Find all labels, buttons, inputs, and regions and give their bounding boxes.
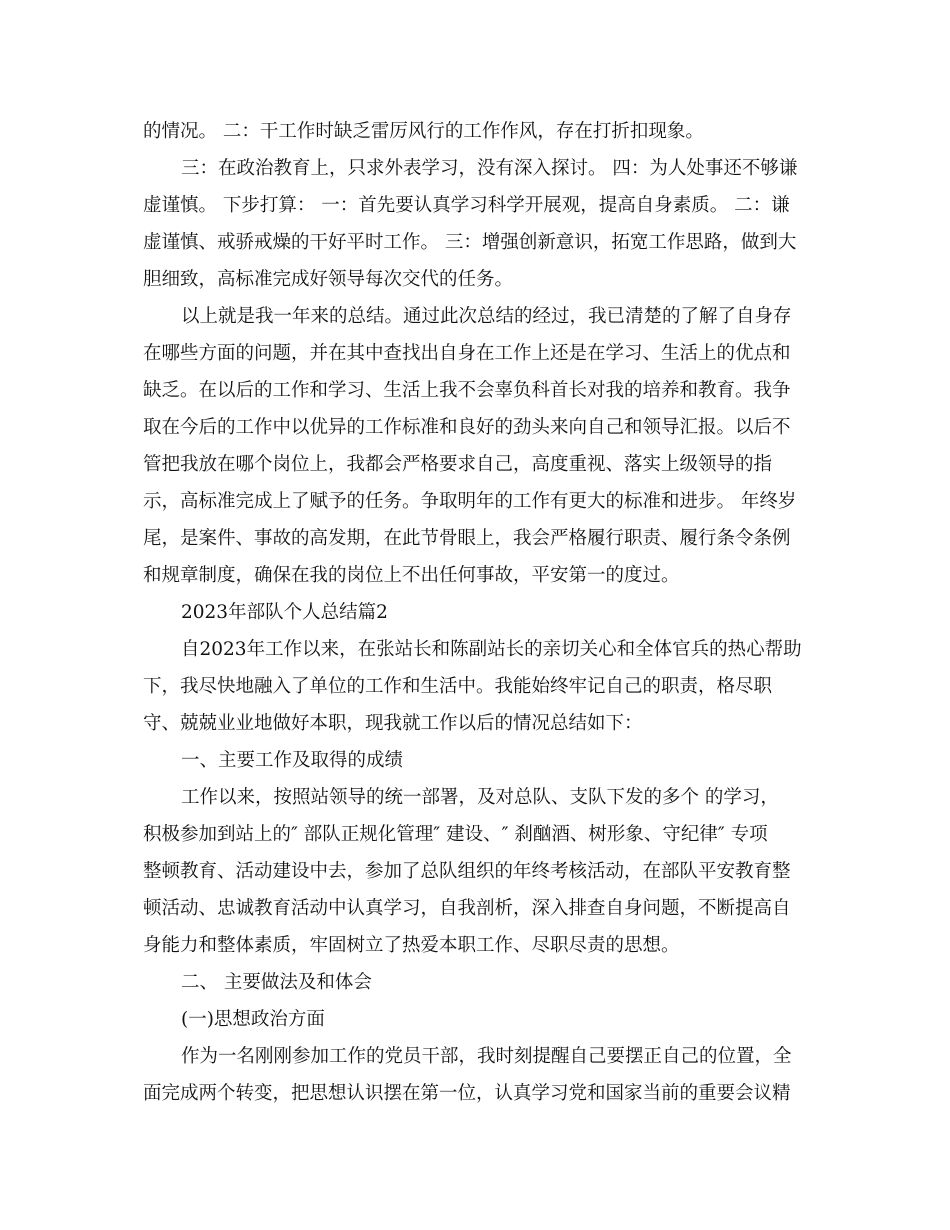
text-line: 积极参加到站上的″ 部队正规化管理″ 建设、″ 刹酗酒、树形象、守纪律″ 专项 [143, 824, 768, 845]
section-heading: 一、主要工作及取得的成绩 [181, 750, 404, 771]
text-line: 守、兢兢业业地做好本职，现我就工作以后的情况总结如下： [143, 713, 643, 734]
text-line: 虚谨慎、戒骄戒燥的干好平时工作。 三：增强创新意识，拓宽工作思路，做到大 [143, 232, 797, 253]
text-line: 在哪些方面的问题，并在其中查找出自身在工作上还是在学习、生活上的优点和 [143, 343, 791, 364]
text-line: 取在今后的工作中以优异的工作标准和良好的劲头来向自己和领导汇报。以后不 [143, 417, 791, 438]
text-line: 示，高标准完成上了赋予的任务。争取明年的工作有更大的标准和进步。 年终岁 [143, 491, 797, 512]
section-heading: 二、 主要做法及和体会 [181, 972, 372, 993]
text-line: 整顿教育、活动建设中去，参加了总队组织的年终考核活动，在部队平安教育整 [143, 861, 791, 882]
text-line: 工作以来，按照站领导的统一部署，及对总队、支队下发的多个 的学习， [181, 787, 779, 808]
text-line: 管把我放在哪个岗位上，我都会严格要求自己，高度重视、落实上级领导的指 [143, 454, 773, 475]
text-line: 和规章制度，确保在我的岗位上不出任何事故，平安第一的度过。 [143, 565, 680, 586]
section-heading: 2023年部队个人总结篇2 [181, 602, 388, 623]
text-line: 的情况。 二：干工作时缺乏雷厉风行的工作作风，存在打折扣现象。 [143, 121, 704, 142]
text-line: 以上就是我一年来的总结。通过此次总结的经过，我已清楚的了解了自身存 [181, 306, 792, 327]
text-line: 面完成两个转变，把思想认识摆在第一位，认真学习党和国家当前的重要会议精 [143, 1083, 791, 1104]
text-line: 作为一名刚刚参加工作的党员干部，我时刻提醒自己要摆正自己的位置，全 [181, 1046, 792, 1067]
text-line: 尾，是案件、事故的高发期，在此节骨眼上，我会严格履行职责、履行条令条例 [143, 528, 791, 549]
text-line: 三：在政治教育上，只求外表学习，没有深入探讨。 四：为人处事还不够谦 [181, 158, 798, 179]
text-line: 胆细致，高标准完成好领导每次交代的任务。 [143, 269, 514, 290]
text-line: 顿活动、忠诚教育活动中认真学习，自我剖析，深入排查自身问题，不断提高自 [143, 898, 791, 919]
text-line: 自2023年工作以来，在张站长和陈副站长的亲切关心和全体官兵的热心帮助 [181, 639, 802, 660]
text-line: 身能力和整体素质，牢固树立了热爱本职工作、尽职尽责的思想。 [143, 935, 680, 956]
text-line: 缺乏。在以后的工作和学习、生活上我不会辜负科首长对我的培养和教育。我争 [143, 380, 791, 401]
text-line: 下，我尽快地融入了单位的工作和生活中。我能始终牢记自己的职责，格尽职 [143, 676, 773, 697]
text-line: 虚谨慎。 下步打算： 一：首先要认真学习科学开展观，提高自身素质。 二：谦 [143, 195, 790, 216]
section-heading: (一)思想政治方面 [181, 1009, 325, 1030]
